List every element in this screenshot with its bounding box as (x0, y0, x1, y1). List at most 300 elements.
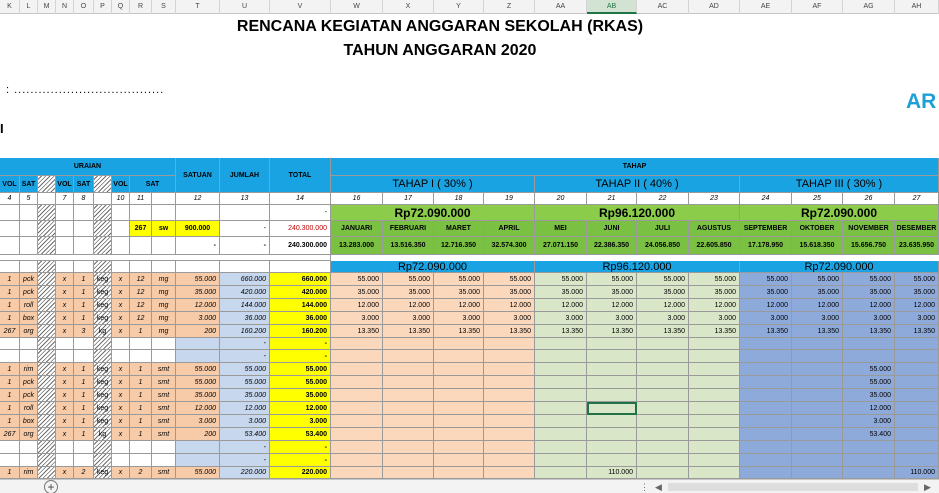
row-10-col-3[interactable]: x (56, 402, 74, 415)
row-5-month-1[interactable] (383, 338, 434, 350)
row-10-month-3[interactable] (484, 402, 535, 415)
grid-cell[interactable] (112, 261, 130, 273)
row-5-month-7[interactable] (689, 338, 740, 350)
row-5-col-1[interactable] (20, 338, 38, 350)
colnum-cell[interactable]: 4 (0, 193, 20, 205)
row-8-total[interactable]: 55.000 (270, 376, 331, 389)
column-header-n[interactable]: N (56, 0, 74, 14)
row-1-total[interactable]: 420.000 (270, 286, 331, 299)
scroll-right-icon[interactable]: ▶ (924, 482, 931, 492)
row-4-month-0[interactable]: 13.350 (331, 325, 383, 338)
row-9-month-1[interactable] (383, 389, 434, 402)
grid-cell[interactable] (220, 205, 270, 221)
grid-cell[interactable] (112, 221, 130, 237)
header-tahap-1[interactable]: TAHAP I ( 30% ) (331, 176, 535, 193)
row-5-col-0[interactable] (0, 338, 20, 350)
row-7-month-0[interactable] (331, 363, 383, 376)
tahap-total-1[interactable]: Rp72.090.000 (331, 205, 535, 221)
colnum-cell[interactable]: 27 (895, 193, 939, 205)
row-4-month-2[interactable]: 13.350 (434, 325, 484, 338)
row-4-month-7[interactable]: 13.350 (689, 325, 740, 338)
tahap-total-2[interactable]: Rp96.120.000 (535, 205, 740, 221)
row-13-month-3[interactable] (484, 441, 535, 454)
row-8-month-9[interactable] (792, 376, 843, 389)
row-11-month-0[interactable] (331, 415, 383, 428)
row-15-month-10[interactable] (843, 467, 895, 479)
row-6-col-3[interactable] (56, 350, 74, 363)
row-5-satuan[interactable] (176, 338, 220, 350)
row-12-month-5[interactable] (587, 428, 637, 441)
row-12-month-1[interactable] (383, 428, 434, 441)
row-0-month-5[interactable]: 55.000 (587, 273, 637, 286)
grid-cell[interactable] (130, 237, 152, 255)
grid-cell[interactable] (56, 221, 74, 237)
row-11-col-2[interactable] (38, 415, 56, 428)
month-amount-8[interactable]: 17.178.950 (740, 237, 792, 255)
row-8-col-2[interactable] (38, 376, 56, 389)
row-10-col-6[interactable]: x (112, 402, 130, 415)
row-12-month-10[interactable]: 53.400 (843, 428, 895, 441)
row-1-jumlah[interactable]: 420.000 (220, 286, 270, 299)
row-3-satuan[interactable]: 3.000 (176, 312, 220, 325)
column-header-l[interactable]: L (20, 0, 38, 14)
row-3-col-4[interactable]: 1 (74, 312, 94, 325)
summary-total[interactable]: 240.300.000 (270, 237, 331, 255)
row-4-satuan[interactable]: 200 (176, 325, 220, 338)
row-5-month-8[interactable] (740, 338, 792, 350)
row-13-month-7[interactable] (689, 441, 740, 454)
row-11-col-8[interactable]: smt (152, 415, 176, 428)
grid-cell[interactable] (56, 205, 74, 221)
header-jumlah[interactable]: JUMLAH (220, 158, 270, 193)
row-5-col-7[interactable] (130, 338, 152, 350)
row-14-col-8[interactable] (152, 454, 176, 467)
row-15-col-7[interactable]: 2 (130, 467, 152, 479)
row-12-col-3[interactable]: x (56, 428, 74, 441)
row-1-col-8[interactable]: mg (152, 286, 176, 299)
row-6-satuan[interactable] (176, 350, 220, 363)
row-9-month-9[interactable] (792, 389, 843, 402)
row-11-month-4[interactable] (535, 415, 587, 428)
row-2-col-1[interactable]: roll (20, 299, 38, 312)
row-4-month-6[interactable]: 13.350 (637, 325, 689, 338)
column-header-aa[interactable]: AA (535, 0, 587, 14)
column-header-s[interactable]: S (152, 0, 176, 14)
row-0-month-4[interactable]: 55.000 (535, 273, 587, 286)
row-2-col-6[interactable]: x (112, 299, 130, 312)
row-10-month-11[interactable] (895, 402, 939, 415)
row-2-total[interactable]: 144.000 (270, 299, 331, 312)
row-7-col-2[interactable] (38, 363, 56, 376)
colnum-cell[interactable]: 10 (112, 193, 130, 205)
row-3-col-7[interactable]: 12 (130, 312, 152, 325)
row-14-month-3[interactable] (484, 454, 535, 467)
row-4-month-4[interactable]: 13.350 (535, 325, 587, 338)
row-15-col-6[interactable]: x (112, 467, 130, 479)
month-amount-11[interactable]: 23.635.950 (895, 237, 939, 255)
row-3-month-8[interactable]: 3.000 (740, 312, 792, 325)
row-13-col-8[interactable] (152, 441, 176, 454)
row-5-total[interactable]: - (270, 338, 331, 350)
row-8-month-11[interactable] (895, 376, 939, 389)
row-3-jumlah[interactable]: 36.000 (220, 312, 270, 325)
row-3-month-10[interactable]: 3.000 (843, 312, 895, 325)
row-9-month-11[interactable] (895, 389, 939, 402)
month-amount-10[interactable]: 15.656.750 (843, 237, 895, 255)
month-amount-7[interactable]: 22.605.850 (689, 237, 740, 255)
row-5-col-3[interactable] (56, 338, 74, 350)
row-15-col-5[interactable]: keg (94, 467, 112, 479)
header-sub-4[interactable]: SAT (74, 176, 94, 193)
row-0-month-7[interactable]: 55.000 (689, 273, 740, 286)
row-0-col-0[interactable]: 1 (0, 273, 20, 286)
row-4-col-7[interactable]: 1 (130, 325, 152, 338)
row-15-month-9[interactable] (792, 467, 843, 479)
grid-cell[interactable] (38, 205, 56, 221)
row-3-month-6[interactable]: 3.000 (637, 312, 689, 325)
row-11-col-4[interactable]: 1 (74, 415, 94, 428)
row-0-col-2[interactable] (38, 273, 56, 286)
row-6-month-9[interactable] (792, 350, 843, 363)
row-0-satuan[interactable]: 55.000 (176, 273, 220, 286)
row-2-month-2[interactable]: 12.000 (434, 299, 484, 312)
row-11-month-6[interactable] (637, 415, 689, 428)
column-header-r[interactable]: R (130, 0, 152, 14)
row-1-month-7[interactable]: 35.000 (689, 286, 740, 299)
row-0-month-9[interactable]: 55.000 (792, 273, 843, 286)
row-2-col-7[interactable]: 12 (130, 299, 152, 312)
month-maret[interactable]: MARET (434, 221, 484, 237)
colnum-cell[interactable] (38, 193, 56, 205)
row-13-month-11[interactable] (895, 441, 939, 454)
row-2-month-7[interactable]: 12.000 (689, 299, 740, 312)
row-13-col-6[interactable] (112, 441, 130, 454)
row-9-month-3[interactable] (484, 389, 535, 402)
column-header-ag[interactable]: AG (843, 0, 895, 14)
row-12-month-0[interactable] (331, 428, 383, 441)
row-4-col-1[interactable]: org (20, 325, 38, 338)
row-13-col-4[interactable] (74, 441, 94, 454)
grid-cell[interactable] (0, 237, 20, 255)
row-14-total[interactable]: - (270, 454, 331, 467)
row-10-col-8[interactable]: smt (152, 402, 176, 415)
row-7-col-7[interactable]: 1 (130, 363, 152, 376)
colnum-cell[interactable]: 19 (484, 193, 535, 205)
row-0-total[interactable]: 660.000 (270, 273, 331, 286)
colnum-cell[interactable]: 23 (689, 193, 740, 205)
row-2-month-6[interactable]: 12.000 (637, 299, 689, 312)
row-2-col-8[interactable]: mg (152, 299, 176, 312)
row-7-col-3[interactable]: x (56, 363, 74, 376)
row-1-month-2[interactable]: 35.000 (434, 286, 484, 299)
row-8-month-8[interactable] (740, 376, 792, 389)
row-2-col-0[interactable]: 1 (0, 299, 20, 312)
grid-cell[interactable] (176, 205, 220, 221)
row-5-month-6[interactable] (637, 338, 689, 350)
grid-cell[interactable] (270, 261, 331, 273)
row-5-month-2[interactable] (434, 338, 484, 350)
row-2-month-11[interactable]: 12.000 (895, 299, 939, 312)
row-3-month-4[interactable]: 3.000 (535, 312, 587, 325)
row-15-month-11[interactable]: 110.000 (895, 467, 939, 479)
row-8-col-6[interactable]: x (112, 376, 130, 389)
row-10-month-6[interactable] (637, 402, 689, 415)
row-1-month-1[interactable]: 35.000 (383, 286, 434, 299)
row-11-month-8[interactable] (740, 415, 792, 428)
row-14-col-1[interactable] (20, 454, 38, 467)
row-14-month-1[interactable] (383, 454, 434, 467)
grid-cell[interactable] (74, 237, 94, 255)
row-10-month-4[interactable] (535, 402, 587, 415)
grid-cell[interactable] (94, 205, 112, 221)
row-8-month-2[interactable] (434, 376, 484, 389)
row-7-month-1[interactable] (383, 363, 434, 376)
column-header-m[interactable]: M (38, 0, 56, 14)
row-7-jumlah[interactable]: 55.000 (220, 363, 270, 376)
row-4-col-3[interactable]: x (56, 325, 74, 338)
row-2-jumlah[interactable]: 144.000 (220, 299, 270, 312)
row-4-total[interactable]: 160.200 (270, 325, 331, 338)
row-11-col-1[interactable]: box (20, 415, 38, 428)
grid-cell[interactable] (220, 261, 270, 273)
row-15-month-1[interactable] (383, 467, 434, 479)
row-1-month-0[interactable]: 35.000 (331, 286, 383, 299)
colnum-cell[interactable]: 26 (843, 193, 895, 205)
colnum-cell[interactable]: 7 (56, 193, 74, 205)
row-15-col-1[interactable]: rim (20, 467, 38, 479)
row-14-col-5[interactable] (94, 454, 112, 467)
column-header-y[interactable]: Y (434, 0, 484, 14)
row-7-col-0[interactable]: 1 (0, 363, 20, 376)
row-8-col-0[interactable]: 1 (0, 376, 20, 389)
row-5-month-3[interactable] (484, 338, 535, 350)
row-8-month-0[interactable] (331, 376, 383, 389)
row-7-month-8[interactable] (740, 363, 792, 376)
row-10-jumlah[interactable]: 12.000 (220, 402, 270, 415)
row-13-col-5[interactable] (94, 441, 112, 454)
grid-cell[interactable] (130, 205, 152, 221)
month-amount-3[interactable]: 32.574.300 (484, 237, 535, 255)
row-14-month-7[interactable] (689, 454, 740, 467)
column-header-u[interactable]: U (220, 0, 270, 14)
row-4-col-6[interactable]: x (112, 325, 130, 338)
row-1-col-4[interactable]: 1 (74, 286, 94, 299)
column-header-ah[interactable]: AH (895, 0, 939, 14)
row-13-month-9[interactable] (792, 441, 843, 454)
row-2-month-0[interactable]: 12.000 (331, 299, 383, 312)
row-10-month-9[interactable] (792, 402, 843, 415)
row-15-month-8[interactable] (740, 467, 792, 479)
row-6-col-0[interactable] (0, 350, 20, 363)
row-14-col-3[interactable] (56, 454, 74, 467)
row-10-col-2[interactable] (38, 402, 56, 415)
row-2-month-3[interactable]: 12.000 (484, 299, 535, 312)
grid-cell[interactable] (176, 261, 220, 273)
colnum-cell[interactable] (152, 193, 176, 205)
row-15-total[interactable]: 220.000 (270, 467, 331, 479)
row-9-col-1[interactable]: pck (20, 389, 38, 402)
row-7-total[interactable]: 55.000 (270, 363, 331, 376)
row-9-month-8[interactable] (740, 389, 792, 402)
grid-cell[interactable] (38, 261, 56, 273)
header-sub-7[interactable]: SAT (130, 176, 176, 193)
row-9-month-6[interactable] (637, 389, 689, 402)
row-11-month-5[interactable] (587, 415, 637, 428)
row-9-col-7[interactable]: 1 (130, 389, 152, 402)
row-5-month-4[interactable] (535, 338, 587, 350)
month-april[interactable]: APRIL (484, 221, 535, 237)
month-november[interactable]: NOVEMBER (843, 221, 895, 237)
column-header-p[interactable]: P (94, 0, 112, 14)
colnum-cell[interactable]: 11 (130, 193, 152, 205)
row-14-month-0[interactable] (331, 454, 383, 467)
grid-cell[interactable] (20, 261, 38, 273)
grid-cell[interactable] (74, 205, 94, 221)
row-9-month-0[interactable] (331, 389, 383, 402)
row-11-col-7[interactable]: 1 (130, 415, 152, 428)
row-15-satuan[interactable]: 55.000 (176, 467, 220, 479)
row-11-month-3[interactable] (484, 415, 535, 428)
month-amount-9[interactable]: 15.618.350 (792, 237, 843, 255)
row-8-month-1[interactable] (383, 376, 434, 389)
row-6-month-0[interactable] (331, 350, 383, 363)
row-14-month-4[interactable] (535, 454, 587, 467)
month-amount-0[interactable]: 13.283.000 (331, 237, 383, 255)
row-12-month-7[interactable] (689, 428, 740, 441)
row-1-month-6[interactable]: 35.000 (637, 286, 689, 299)
row-3-total[interactable]: 36.000 (270, 312, 331, 325)
row-1-month-10[interactable]: 35.000 (843, 286, 895, 299)
colnum-cell[interactable]: 8 (74, 193, 94, 205)
row-13-col-7[interactable] (130, 441, 152, 454)
grid-cell[interactable] (20, 221, 38, 237)
row-14-month-6[interactable] (637, 454, 689, 467)
row-15-col-2[interactable] (38, 467, 56, 479)
row-7-month-9[interactable] (792, 363, 843, 376)
row-3-month-9[interactable]: 3.000 (792, 312, 843, 325)
row-15-month-6[interactable] (637, 467, 689, 479)
row-8-month-4[interactable] (535, 376, 587, 389)
row-0-month-6[interactable]: 55.000 (637, 273, 689, 286)
row-9-col-0[interactable]: 1 (0, 389, 20, 402)
row-6-col-1[interactable] (20, 350, 38, 363)
grid-cell[interactable] (112, 237, 130, 255)
row-4-col-5[interactable]: kg (94, 325, 112, 338)
colnum-cell[interactable] (94, 193, 112, 205)
colnum-cell[interactable]: 13 (220, 193, 270, 205)
row-8-col-3[interactable]: x (56, 376, 74, 389)
tahap-band-3[interactable]: Rp72.090.000 (740, 261, 939, 273)
row-5-col-4[interactable] (74, 338, 94, 350)
month-desember[interactable]: DESEMBER (895, 221, 939, 237)
row-14-month-10[interactable] (843, 454, 895, 467)
row-5-month-11[interactable] (895, 338, 939, 350)
row-6-col-7[interactable] (130, 350, 152, 363)
row-0-month-1[interactable]: 55.000 (383, 273, 434, 286)
row-9-col-6[interactable]: x (112, 389, 130, 402)
row-4-month-11[interactable]: 13.350 (895, 325, 939, 338)
row-8-col-5[interactable]: keg (94, 376, 112, 389)
row-5-month-5[interactable] (587, 338, 637, 350)
row-0-month-10[interactable]: 55.000 (843, 273, 895, 286)
row-1-month-11[interactable]: 35.000 (895, 286, 939, 299)
row-9-month-4[interactable] (535, 389, 587, 402)
row-8-month-10[interactable]: 55.000 (843, 376, 895, 389)
row-12-col-2[interactable] (38, 428, 56, 441)
row-10-month-7[interactable] (689, 402, 740, 415)
row-13-col-3[interactable] (56, 441, 74, 454)
row-7-satuan[interactable]: 55.000 (176, 363, 220, 376)
row-6-total[interactable]: - (270, 350, 331, 363)
row-1-month-8[interactable]: 35.000 (740, 286, 792, 299)
row-3-col-6[interactable]: x (112, 312, 130, 325)
row-11-col-5[interactable]: keg (94, 415, 112, 428)
month-amount-6[interactable]: 24.056.850 (637, 237, 689, 255)
row-11-col-3[interactable]: x (56, 415, 74, 428)
row-12-satuan[interactable]: 200 (176, 428, 220, 441)
grid-cell[interactable] (38, 221, 56, 237)
tahap-band-1[interactable]: Rp72.090.000 (331, 261, 535, 273)
row-9-col-3[interactable]: x (56, 389, 74, 402)
month-mei[interactable]: MEI (535, 221, 587, 237)
row-0-col-5[interactable]: keg (94, 273, 112, 286)
row-9-jumlah[interactable]: 35.000 (220, 389, 270, 402)
grid-cell[interactable] (94, 237, 112, 255)
row-6-month-7[interactable] (689, 350, 740, 363)
row-2-month-8[interactable]: 12.000 (740, 299, 792, 312)
row-2-col-4[interactable]: 1 (74, 299, 94, 312)
row-15-col-3[interactable]: x (56, 467, 74, 479)
header-sub-3[interactable]: VOL (56, 176, 74, 193)
row-0-month-0[interactable]: 55.000 (331, 273, 383, 286)
row-8-month-6[interactable] (637, 376, 689, 389)
month-amount-1[interactable]: 13.516.350 (383, 237, 434, 255)
row-11-col-0[interactable]: 1 (0, 415, 20, 428)
grid-cell[interactable] (56, 237, 74, 255)
column-header-ab[interactable]: AB (587, 0, 637, 14)
row-8-col-7[interactable]: 1 (130, 376, 152, 389)
row-14-month-8[interactable] (740, 454, 792, 467)
grid-cell[interactable] (94, 221, 112, 237)
row-15-month-4[interactable] (535, 467, 587, 479)
grid-cell[interactable] (152, 261, 176, 273)
row-7-month-10[interactable]: 55.000 (843, 363, 895, 376)
row-9-month-5[interactable] (587, 389, 637, 402)
row-10-month-5[interactable] (587, 402, 637, 415)
row-0-col-4[interactable]: 1 (74, 273, 94, 286)
month-oktober[interactable]: OKTOBER (792, 221, 843, 237)
row-4-col-4[interactable]: 3 (74, 325, 94, 338)
row-7-month-3[interactable] (484, 363, 535, 376)
row-4-col-2[interactable] (38, 325, 56, 338)
row-8-col-4[interactable]: 1 (74, 376, 94, 389)
row-11-month-9[interactable] (792, 415, 843, 428)
row-13-col-1[interactable] (20, 441, 38, 454)
row-10-month-10[interactable]: 12.000 (843, 402, 895, 415)
row-14-col-6[interactable] (112, 454, 130, 467)
month-juli[interactable]: JULI (637, 221, 689, 237)
row-6-col-6[interactable] (112, 350, 130, 363)
row-13-month-1[interactable] (383, 441, 434, 454)
row-3-month-2[interactable]: 3.000 (434, 312, 484, 325)
row-12-col-6[interactable]: x (112, 428, 130, 441)
row-12-col-8[interactable]: smt (152, 428, 176, 441)
row-11-month-7[interactable] (689, 415, 740, 428)
row-14-col-7[interactable] (130, 454, 152, 467)
grid-cell[interactable] (112, 205, 130, 221)
row-5-col-6[interactable] (112, 338, 130, 350)
header-satuan[interactable]: SATUAN (176, 158, 220, 193)
